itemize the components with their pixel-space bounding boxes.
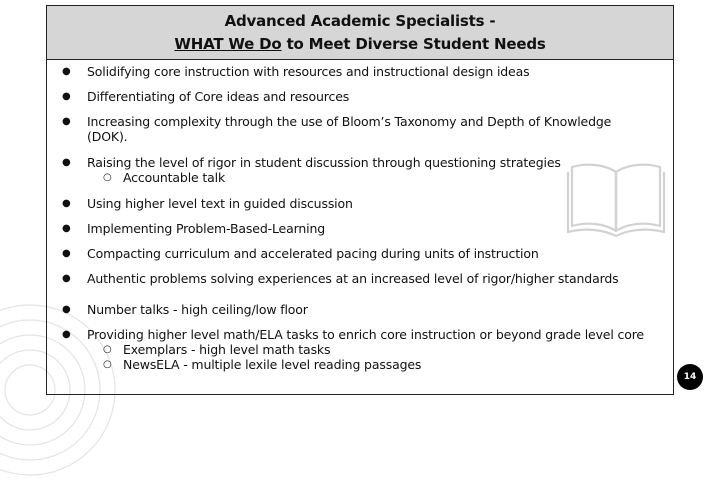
filled-circle-bullet-icon: ● xyxy=(62,248,71,259)
bullet-text: Differentiating of Core ideas and resources xyxy=(87,89,350,104)
filled-circle-bullet-icon: ● xyxy=(62,198,71,209)
filled-circle-bullet-icon: ● xyxy=(62,304,71,315)
sub-bullet-text: NewsELA - multiple lexile level reading passages xyxy=(123,357,422,372)
sub-bullet-item xyxy=(87,342,652,357)
bullet-item xyxy=(62,114,652,144)
sub-bullet-text: Accountable talk xyxy=(123,170,226,185)
hollow-circle-bullet-icon: ○ xyxy=(103,344,112,355)
sub-bullet-text: Exemplars - high level math tasks xyxy=(123,342,331,357)
bullet-item xyxy=(62,327,652,372)
filled-circle-bullet-icon: ● xyxy=(62,273,71,284)
title-rest-part: to Meet Diverse Student Needs xyxy=(281,35,546,53)
bullet-text: Providing higher level math/ELA tasks to enrich core instruction or beyond grade level core xyxy=(87,327,644,342)
filled-circle-bullet-icon: ● xyxy=(62,91,71,102)
open-book-icon xyxy=(566,158,666,238)
bullet-text: Using higher level text in guided discussion xyxy=(87,196,353,211)
bullet-text: Raising the level of rigor in student discussion through questioning strategies xyxy=(87,155,561,170)
filled-circle-bullet-icon: ● xyxy=(62,223,71,234)
hollow-circle-bullet-icon: ○ xyxy=(103,172,112,183)
bullet-item xyxy=(62,64,652,79)
title-underlined-part: WHAT We Do xyxy=(174,35,282,53)
sub-bullet-item xyxy=(87,357,652,372)
bullet-text: Authentic problems solving experiences at an increased level of rigor/higher standards xyxy=(87,271,619,286)
filled-circle-bullet-icon: ● xyxy=(62,329,71,340)
bullet-text: Compacting curriculum and accelerated pacing during units of instruction xyxy=(87,246,539,261)
bullet-text: Solidifying core instruction with resources and instructional design ideas xyxy=(87,64,530,79)
bullet-text: Number talks - high ceiling/low floor xyxy=(87,302,308,317)
bullet-item xyxy=(62,302,652,317)
bullet-item xyxy=(62,246,652,261)
bullet-text: Increasing complexity through the use of Bloom’s Taxonomy and Depth of Knowledge (DOK). xyxy=(87,114,612,144)
bullet-item xyxy=(62,89,652,104)
filled-circle-bullet-icon: ● xyxy=(62,116,71,127)
page-number-badge: 14 xyxy=(677,364,703,390)
hollow-circle-bullet-icon: ○ xyxy=(103,359,112,370)
bullet-item xyxy=(62,271,652,286)
filled-circle-bullet-icon: ● xyxy=(62,157,71,168)
filled-circle-bullet-icon: ● xyxy=(62,66,71,77)
bullet-text: Implementing Problem-Based-Learning xyxy=(87,221,326,236)
slide-title-line1: Advanced Academic Specialists - xyxy=(224,12,496,30)
